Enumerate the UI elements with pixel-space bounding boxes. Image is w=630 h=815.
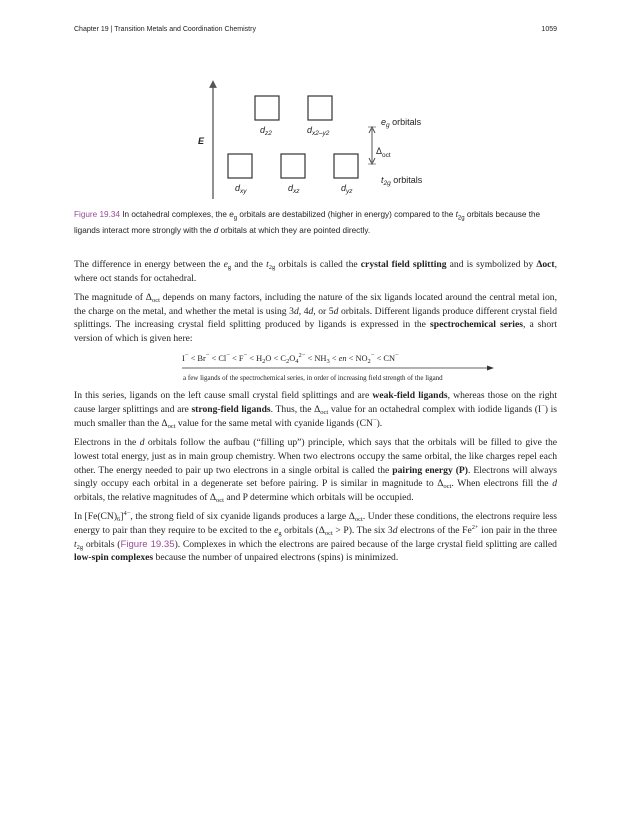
body-text (74, 258, 557, 571)
term-crystal-field-splitting: crystal field splitting (360, 259, 447, 270)
text: and the (231, 259, 267, 270)
text: ) is much smaller than the Δ (74, 404, 557, 429)
paragraph-pairing-energy (74, 436, 557, 505)
orbital-box-dyz (334, 154, 358, 178)
text: g (278, 529, 282, 537)
term-spectrochemical-series: spectrochemical series (430, 319, 523, 331)
text: and is symbolized by (446, 259, 537, 270)
series-caption: a few ligands of the spectrochemical series, in order of increasing field strength of the ligand (183, 374, 443, 383)
text: The magnitude of Δ (74, 292, 152, 303)
text: ). (376, 417, 383, 429)
text: ] (120, 511, 124, 523)
text: oct (324, 529, 333, 537)
text: oct (443, 483, 452, 491)
orbital-box-dx2y2 (308, 96, 332, 120)
text: electrons of the Fe (397, 524, 472, 536)
paragraph-crystal-field (74, 258, 557, 285)
label-dz2: $d_{z2}$ (260, 125, 272, 137)
chapter-title: Chapter 19 | Transition Metals and Coordination Chemistry (74, 26, 256, 33)
text: , or 5 (313, 305, 334, 317)
text: ion pair in the three (478, 524, 557, 536)
energy-axis-label: E (198, 136, 205, 146)
text: 2g (268, 264, 276, 271)
text: orbitals ( (83, 538, 121, 550)
text: > P). The six 3 (332, 524, 393, 536)
text: value for an octahedral complex with iodide ligands (I (328, 404, 542, 416)
text: d (293, 305, 299, 317)
term-low-spin-complexes: low-spin complexes (74, 552, 154, 564)
orbital-box-dz2 (255, 96, 279, 120)
text: and P determine which orbitals will be occupied. (224, 491, 414, 503)
text: . Under these conditions, the electrons require less energy to pair than they require to be excited to the (74, 511, 557, 536)
text: 2g (76, 543, 84, 551)
orbital-box-dxz (281, 154, 305, 178)
orbital-box-dxy (228, 154, 252, 178)
caption-text: e (229, 210, 234, 219)
caption-text: t (455, 210, 458, 219)
text: e (223, 259, 228, 270)
spectrochemical-series (74, 351, 557, 385)
figure-label: Figure 19.34 (74, 210, 120, 219)
text: . When electrons fill the (451, 478, 553, 490)
figure-19-35-link[interactable]: Figure 19.35 (120, 538, 175, 550)
text: oct (320, 409, 329, 417)
term-delta-oct: Δoct (536, 259, 555, 270)
term-pairing-energy: pairing energy (P) (392, 464, 468, 476)
text: d (333, 305, 339, 317)
caption-text: g (233, 215, 238, 222)
text: − (541, 403, 545, 411)
t2g-orbitals-label: $t_{2g}$ orbitals (381, 175, 423, 187)
text: 4− (123, 510, 131, 518)
text: oct (216, 496, 224, 504)
text: , whereas those on the right cause larger splittings and are (74, 390, 557, 416)
page-number: 1059 (541, 26, 557, 33)
delta-oct-label: $\Delta_{oct}$ (376, 146, 391, 159)
orbital-diagram (190, 78, 440, 208)
text: d (552, 478, 557, 490)
caption-text: d (213, 226, 219, 236)
figure-caption (74, 209, 559, 237)
paragraph-magnitude (74, 291, 557, 346)
text: t (74, 538, 77, 550)
text: orbitals. Different ligands produce different crystal field splittings. The increasing crystal field splitting produced by ligands is expressed in the (74, 305, 558, 331)
label-dx2y2: $d_{x2-y2}$ (307, 125, 330, 137)
text: oct (167, 422, 176, 430)
caption-text: In octahedral complexes, the (119, 210, 230, 219)
caption-text: orbitals are destabilized (higher in energy) compared to the (237, 210, 456, 219)
text: Electrons in the (74, 437, 140, 449)
text: 2+ (471, 523, 479, 531)
text: . Thus, the Δ (270, 404, 321, 416)
text: In [Fe(CN) (74, 511, 118, 523)
text: d (139, 437, 145, 449)
paragraph-field-strength (74, 389, 557, 430)
text: orbitals, the relative magnitudes of Δ (74, 491, 217, 503)
text: , a short version of which is given here: (74, 319, 557, 345)
eg-orbitals-label: $e_g$ orbitals (381, 117, 422, 129)
running-header (74, 26, 557, 36)
term-weak-field-ligands: weak-field ligands (372, 390, 448, 402)
text: depends on many factors, including the nature of the six ligands located around the central metal ion, the charge on the metal, and whether the metal is using 3 (74, 292, 557, 317)
text: e (274, 524, 279, 536)
text: . Electrons will always singly occupy each orbital in a degenerate set before pairing. P is similar in magnitude to Δ (74, 464, 558, 490)
text: In this series, ligands on the left cause small crystal field splittings and are (74, 390, 373, 402)
text: orbitals (Δ (281, 524, 325, 536)
label-dyz: $d_{yz}$ (341, 183, 353, 195)
label-dxy: $d_{xy}$ (235, 183, 247, 195)
orbital-splitting-figure (190, 78, 440, 208)
text: orbitals is called the (275, 259, 361, 270)
text: , the strong field of six cyanide ligands produces a large Δ (130, 511, 355, 523)
term-strong-field-ligands: strong-field ligands (191, 404, 271, 416)
increasing-field-arrow (182, 365, 495, 371)
text: because the number of unpaired electrons (spins) is minimized. (153, 552, 399, 564)
text: t (266, 259, 269, 270)
text: , 4 (298, 305, 309, 317)
text: The difference in energy between the (74, 259, 224, 270)
label-dxz: $d_{xz}$ (288, 183, 300, 195)
paragraph-low-spin (74, 510, 557, 565)
text: value for the same metal with cyanide ligands (CN (175, 417, 373, 429)
caption-text: orbitals at which they are pointed directly. (218, 226, 371, 236)
caption-text: 2g (457, 215, 465, 222)
text: − (372, 416, 377, 424)
text: d (308, 305, 314, 317)
text: oct (151, 297, 160, 304)
text: 6 (117, 516, 121, 524)
text: oct (354, 516, 363, 524)
text: , where oct stands for octahedral. (74, 259, 557, 284)
text: ). Complexes in which the electrons are paired because of the large crystal field splitting are called (174, 538, 557, 550)
text: d (392, 524, 398, 536)
series-ligands: $I^- < Br^- < Cl^- < F^- < H_2O < C_2O_4^{2-} < NH_3$ < en < $NO_2^- < CN^-$ (182, 352, 399, 366)
text: g (227, 264, 232, 271)
text: orbitals follow the aufbau (“filling up”) principle, which says that the orbitals will be filled to give the lowest total energy, just as in main group chemistry. When two electrons occupy the same orbital, the like charges repel each other. The energy needed to pair up two electrons in a single orbital is called the (74, 437, 557, 476)
caption-text: orbitals because the ligands interact more strongly with the (74, 210, 541, 236)
